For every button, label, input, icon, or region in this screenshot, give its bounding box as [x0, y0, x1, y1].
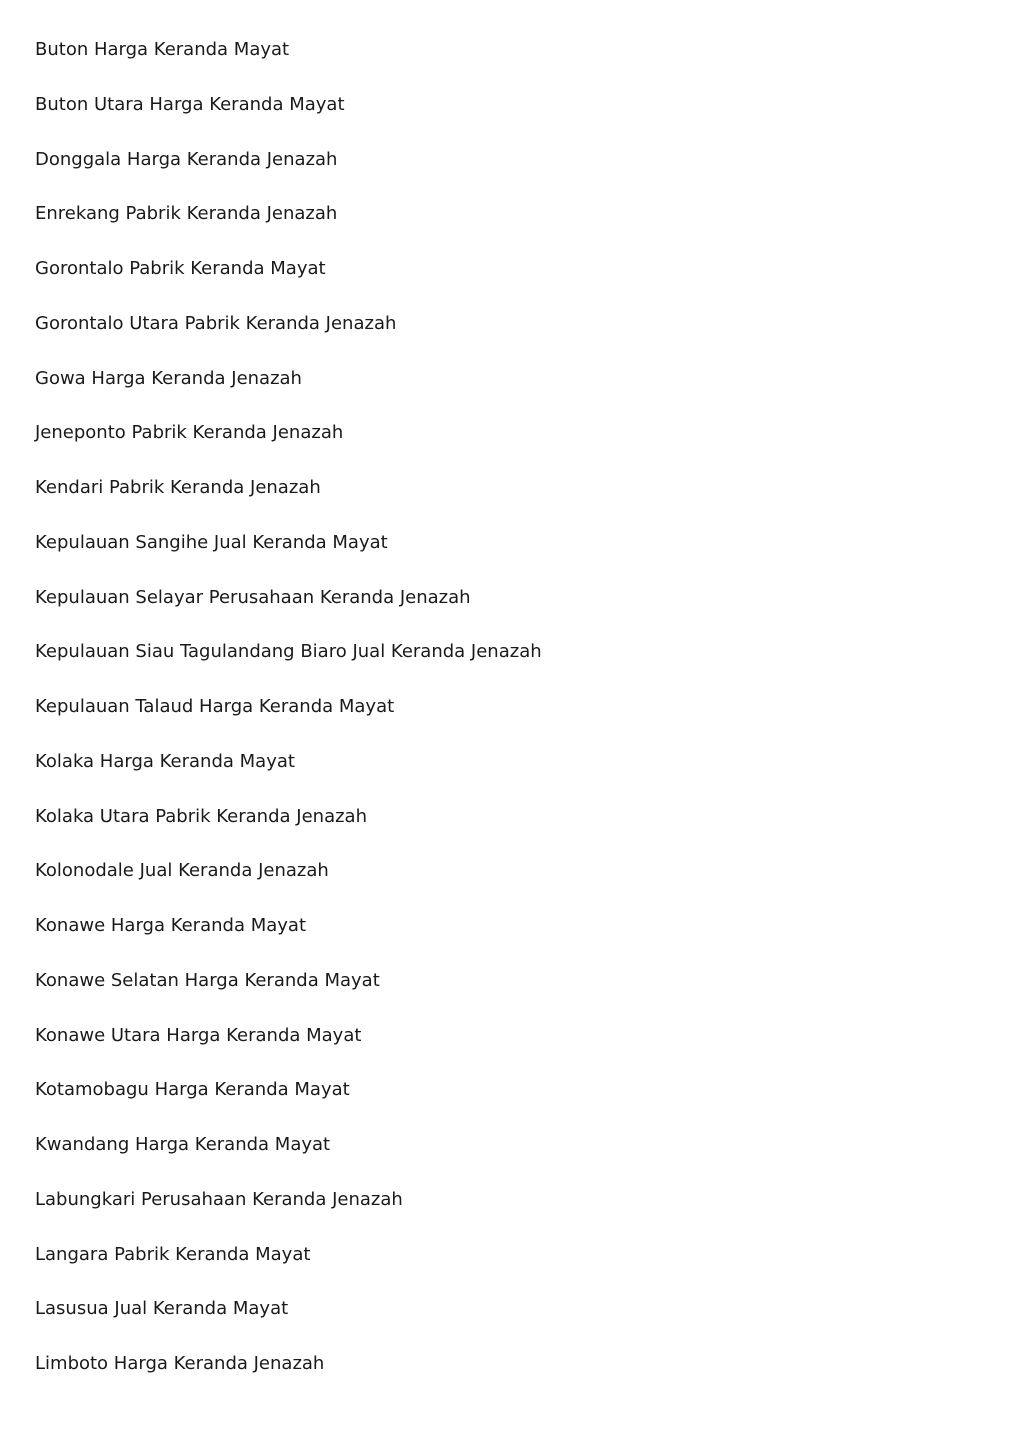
list-item: Konawe Selatan Harga Keranda Mayat — [35, 969, 380, 991]
list-item: Kolaka Harga Keranda Mayat — [35, 750, 295, 772]
list-item: Kepulauan Talaud Harga Keranda Mayat — [35, 696, 395, 717]
list-item: Kendari Pabrik Keranda Jenazah — [35, 477, 321, 498]
list-item: Kepulauan Sangihe Jual Keranda Mayat — [35, 531, 388, 553]
list-item: Langara Pabrik Keranda Mayat — [35, 1243, 311, 1265]
list-item: Kepulauan Siau Tagulandang Biaro Jual Keranda Jenazah — [35, 641, 542, 663]
list-item: Donggala Harga Keranda Jenazah — [35, 148, 338, 170]
list-item: Labungkari Perusahaan Keranda Jenazah — [35, 1188, 403, 1210]
list-item: Buton Utara Harga Keranda Mayat — [35, 93, 345, 115]
list-item: Enrekang Pabrik Keranda Jenazah — [35, 203, 338, 225]
list-item: Konawe Harga Keranda Mayat — [35, 915, 307, 936]
list-item: Limboto Harga Keranda Jenazah — [35, 1353, 325, 1374]
location-list — [35, 37, 542, 1406]
list-item: Gowa Harga Keranda Jenazah — [35, 367, 302, 389]
list-item: Kolonodale Jual Keranda Jenazah — [35, 860, 329, 882]
list-item: Kolaka Utara Pabrik Keranda Jenazah — [35, 805, 367, 827]
list-item: Kotamobagu Harga Keranda Mayat — [35, 1079, 350, 1101]
list-item: Kwandang Harga Keranda Mayat — [35, 1134, 331, 1155]
list-item: Lasusua Jual Keranda Mayat — [35, 1298, 289, 1320]
list-item: Gorontalo Utara Pabrik Keranda Jenazah — [35, 312, 397, 334]
list-item: Kepulauan Selayar Perusahaan Keranda Jenazah — [35, 586, 471, 608]
list-item: Gorontalo Pabrik Keranda Mayat — [35, 258, 326, 279]
list-item: Buton Harga Keranda Mayat — [35, 39, 290, 60]
list-item: Jeneponto Pabrik Keranda Jenazah — [35, 422, 344, 444]
list-item: Konawe Utara Harga Keranda Mayat — [35, 1024, 362, 1046]
